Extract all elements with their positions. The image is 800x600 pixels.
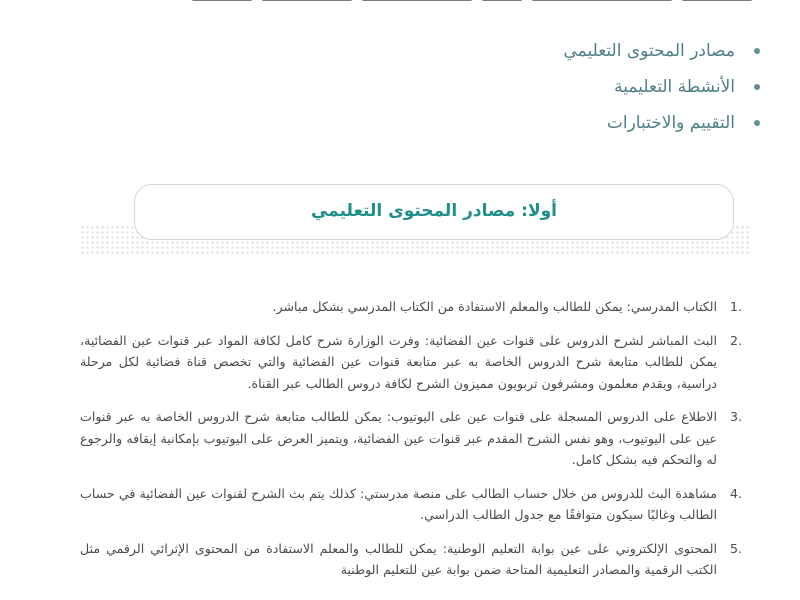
list-item-text: البث المباشر لشرح الدروس على قنوات عين الفضائية: وفرت الوزارة شرح كامل لكافة المواد عبر قنوات عين الفضائية، يمكن للطالب متابعة شرح الدروس الخاصة به عبر متابعة قنوات عين الفضائية والتي تخصص قناة فضائية لكل مرحلة دراسية، ويقدم معلمون ومشرفون تربويون مميزون الشرح لكافة دروس الطالب عبر القناة.	[80, 332, 717, 391]
cut-off-heading-line	[52, 0, 752, 5]
list-item	[80, 330, 752, 395]
list-item-number: 5.	[730, 540, 743, 556]
section-title: أولا: مصادر المحتوى التعليمي	[134, 184, 734, 240]
outline-item	[340, 36, 760, 72]
list-item-number: 4.	[730, 485, 743, 501]
outline-item	[340, 108, 760, 144]
list-item	[80, 296, 752, 318]
list-item-text: الاطلاع على الدروس المسجلة على قنوات عين على اليوتيوب: يمكن للطالب متابعة شرح الدروس الخاصة به عبر قنوات عين على اليوتيوب، وهو نفس الشرح المقدم عبر قنوات عين الفضائية، ويتميز العرض على اليوتيوب بإمكانية إيقافه والرجوع له والتحكم فيه بشكل كامل.	[80, 409, 717, 467]
bullet-icon	[754, 84, 760, 90]
outline-item-label: الأنشطة التعليمية	[614, 77, 735, 97]
section-outline	[340, 36, 760, 144]
list-item	[80, 483, 752, 526]
list-item	[80, 406, 752, 471]
list-item-number: 3.	[730, 409, 743, 424]
list-item-number: 2.	[730, 332, 743, 348]
bullet-icon	[754, 48, 760, 54]
outline-item-label: مصادر المحتوى التعليمي	[563, 41, 735, 61]
list-item-text: المحتوى الإلكتروني على عين بوابة التعليم الوطنية: يمكن للطالب والمعلم الاستفادة من المحتوى الإثرائي الرقمي مثل الكتب الرقمية والمصادر التعليمية المتاحة ضمن بوابة عين للتعليم الوطنية	[80, 540, 717, 577]
bullet-icon	[754, 120, 760, 126]
list-item	[80, 538, 752, 581]
outline-item-label: التقييم والاختبارات	[606, 113, 735, 133]
list-item-number: 1.	[730, 299, 743, 314]
numbered-list	[80, 296, 752, 593]
list-item-text: الكتاب المدرسي: يمكن للطالب والمعلم الاستفادة من الكتاب المدرسي بشكل مباشر.	[272, 299, 717, 314]
outline-item	[340, 72, 760, 108]
list-item-text: مشاهدة البث للدروس من خلال حساب الطالب على منصة مدرستي: كذلك يتم بث الشرح لقنوات عين الفضائية في حساب الطالب وغالبًا سيكون متوافقًا مع جدول الطالب الدراسي.	[80, 485, 717, 522]
